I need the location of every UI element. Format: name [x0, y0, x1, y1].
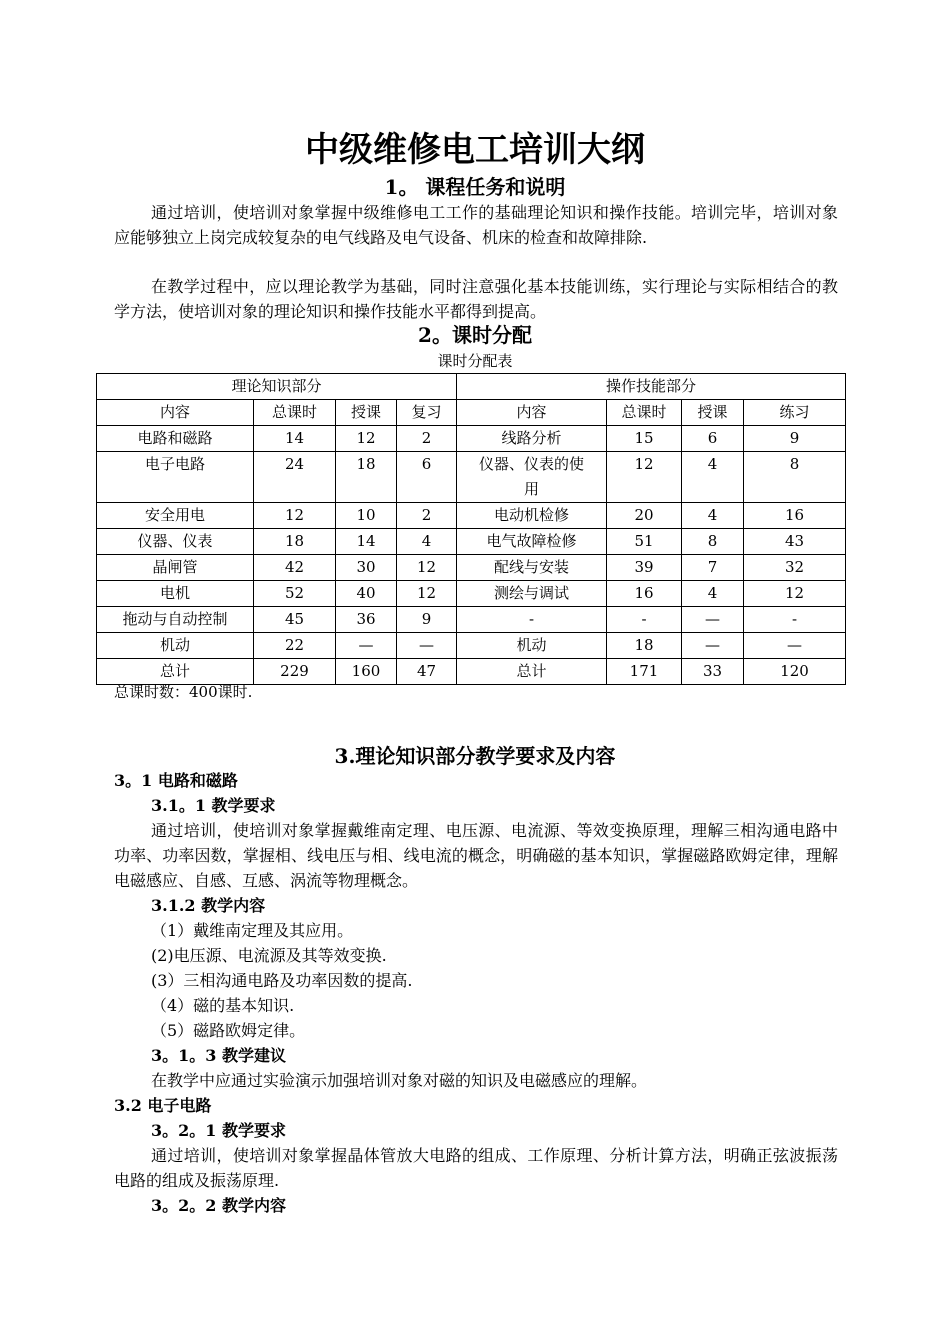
table-cell: 18	[336, 452, 397, 503]
subsection-3-2-1-text: 通过培训，使培训对象掌握晶体管放大电路的组成、工作原理、分析计算方法，明确正弦波振荡电路的组成及振荡原理.	[114, 1146, 838, 1190]
table-cell: 12	[397, 581, 457, 607]
table-cell: 8	[744, 452, 846, 503]
table-cell: 安全用电	[97, 503, 254, 529]
table-cell: 171	[607, 659, 682, 685]
list-item: （5）磁路欧姆定律。	[151, 1021, 306, 1040]
table-cell: 12	[336, 426, 397, 452]
table-row	[97, 633, 846, 659]
table-group-theory: 理论知识部分	[97, 374, 457, 400]
table-cell: 160	[336, 659, 397, 685]
table-cell: 15	[607, 426, 682, 452]
table-cell: 51	[607, 529, 682, 555]
table-cell: —	[682, 633, 744, 659]
table-cell: 18	[607, 633, 682, 659]
table-cell: 18	[254, 529, 336, 555]
document-title: 中级维修电工培训大纲	[305, 130, 645, 170]
table-cell: -	[744, 607, 846, 633]
subsection-3-1-2: 3.1.2 教学内容	[151, 896, 266, 915]
table-row	[97, 529, 846, 555]
table-caption: 课时分配表	[437, 352, 513, 370]
table-cell: 电路和磁路	[97, 426, 254, 452]
table-cell: 14	[336, 529, 397, 555]
table-cell: 40	[336, 581, 397, 607]
table-cell: 45	[254, 607, 336, 633]
table-cell: 2	[397, 426, 457, 452]
table-cell: 120	[744, 659, 846, 685]
list-item: (3）三相沟通电路及功率因数的提高.	[151, 971, 413, 990]
table-cell: 12	[744, 581, 846, 607]
table-cell: 39	[607, 555, 682, 581]
table-row	[97, 452, 846, 503]
table-cell: -	[457, 607, 607, 633]
table-group-practice: 操作技能部分	[457, 374, 846, 400]
list-item: （4）磁的基本知识.	[151, 996, 295, 1015]
table-cell: 配线与安装	[457, 555, 607, 581]
table-header: 练习	[744, 400, 846, 426]
table-cell: 仪器、仪表的使用	[457, 452, 607, 503]
section1-heading: 1。 课程任务和说明	[384, 175, 566, 199]
subsection-3-2-1: 3。2。1 教学要求	[151, 1121, 286, 1140]
total-hours-note: 总课时数：400课时.	[114, 683, 253, 701]
section1-paragraph-2: 在教学过程中，应以理论教学为基础，同时注意强化基本技能训练，实行理论与实际相结合的教学方法，使培训对象的理论知识和操作技能水平都得到提高。	[114, 277, 838, 321]
table-cell: 10	[336, 503, 397, 529]
subsection-3-1-1: 3.1。1 教学要求	[151, 796, 276, 815]
table-cell: 线路分析	[457, 426, 607, 452]
table-header: 内容	[457, 400, 607, 426]
table-cell: 电气故障检修	[457, 529, 607, 555]
table-cell: —	[682, 607, 744, 633]
table-header: 复习	[397, 400, 457, 426]
table-cell: 12	[254, 503, 336, 529]
table-cell: 24	[254, 452, 336, 503]
table-cell: 晶闸管	[97, 555, 254, 581]
subsection-3-1-1-text: 通过培训，使培训对象掌握戴维南定理、电压源、电流源、等效变换原理，理解三相沟通电路中功率、功率因数，掌握相、线电压与相、线电流的概念，明确磁的基本知识，掌握磁路欧姆定律，理解电磁感应、自感、互感、涡流等物理概念。	[114, 821, 838, 890]
table-cell: 6	[397, 452, 457, 503]
table-row	[97, 426, 846, 452]
table-cell: 测绘与调试	[457, 581, 607, 607]
hours-table	[96, 373, 846, 685]
table-row	[97, 581, 846, 607]
table-cell: 4	[397, 529, 457, 555]
subsection-3-1-3: 3。1。3 教学建议	[151, 1046, 286, 1065]
table-cell: 电动机检修	[457, 503, 607, 529]
table-cell: 47	[397, 659, 457, 685]
subsection-3-2: 3.2 电子电路	[114, 1096, 212, 1115]
table-header: 内容	[97, 400, 254, 426]
table-row	[97, 503, 846, 529]
table-cell: 14	[254, 426, 336, 452]
table-cell: 16	[744, 503, 846, 529]
table-cell: 52	[254, 581, 336, 607]
table-cell: 4	[682, 503, 744, 529]
table-cell: 36	[336, 607, 397, 633]
table-cell: 7	[682, 555, 744, 581]
table-cell: 电子电路	[97, 452, 254, 503]
table-cell: 电机	[97, 581, 254, 607]
table-row	[97, 555, 846, 581]
table-cell: 仪器、仪表	[97, 529, 254, 555]
table-cell: 30	[336, 555, 397, 581]
subsection-3-2-2: 3。2。2 教学内容	[151, 1196, 286, 1215]
table-row	[97, 607, 846, 633]
list-item: (2)电压源、电流源及其等效变换.	[151, 946, 387, 965]
table-cell: 6	[682, 426, 744, 452]
table-header: 授课	[682, 400, 744, 426]
table-cell: 9	[397, 607, 457, 633]
table-header: 总课时	[607, 400, 682, 426]
table-header: 授课	[336, 400, 397, 426]
table-cell: 12	[607, 452, 682, 503]
table-cell: 9	[744, 426, 846, 452]
table-cell: 32	[744, 555, 846, 581]
table-cell: —	[744, 633, 846, 659]
table-cell: 机动	[97, 633, 254, 659]
table-cell: 229	[254, 659, 336, 685]
section1-paragraph-1: 通过培训，使培训对象掌握中级维修电工工作的基础理论知识和操作技能。培训完毕，培训对象应能够独立上岗完成较复杂的电气线路及电气设备、机床的检查和故障排除.	[114, 203, 838, 247]
subsection-3-1-3-text: 在教学中应通过实验演示加强培训对象对磁的知识及电磁感应的理解。	[151, 1071, 648, 1090]
table-cell: 机动	[457, 633, 607, 659]
table-cell: 4	[682, 452, 744, 503]
table-cell: 22	[254, 633, 336, 659]
section3-heading: 3.理论知识部分教学要求及内容	[334, 744, 616, 768]
table-cell: 总计	[97, 659, 254, 685]
table-cell: 2	[397, 503, 457, 529]
table-cell: —	[397, 633, 457, 659]
table-cell: 42	[254, 555, 336, 581]
table-cell: -	[607, 607, 682, 633]
table-cell: 4	[682, 581, 744, 607]
table-cell: 43	[744, 529, 846, 555]
subsection-3-1: 3。1 电路和磁路	[114, 771, 238, 790]
table-cell: 总计	[457, 659, 607, 685]
table-cell: 20	[607, 503, 682, 529]
table-cell: 12	[397, 555, 457, 581]
table-cell: 33	[682, 659, 744, 685]
table-header: 总课时	[254, 400, 336, 426]
table-cell: —	[336, 633, 397, 659]
table-cell: 16	[607, 581, 682, 607]
section2-heading: 2。课时分配	[418, 323, 532, 347]
table-cell: 拖动与自动控制	[97, 607, 254, 633]
list-item: （1）戴维南定理及其应用。	[151, 921, 354, 940]
table-cell: 8	[682, 529, 744, 555]
